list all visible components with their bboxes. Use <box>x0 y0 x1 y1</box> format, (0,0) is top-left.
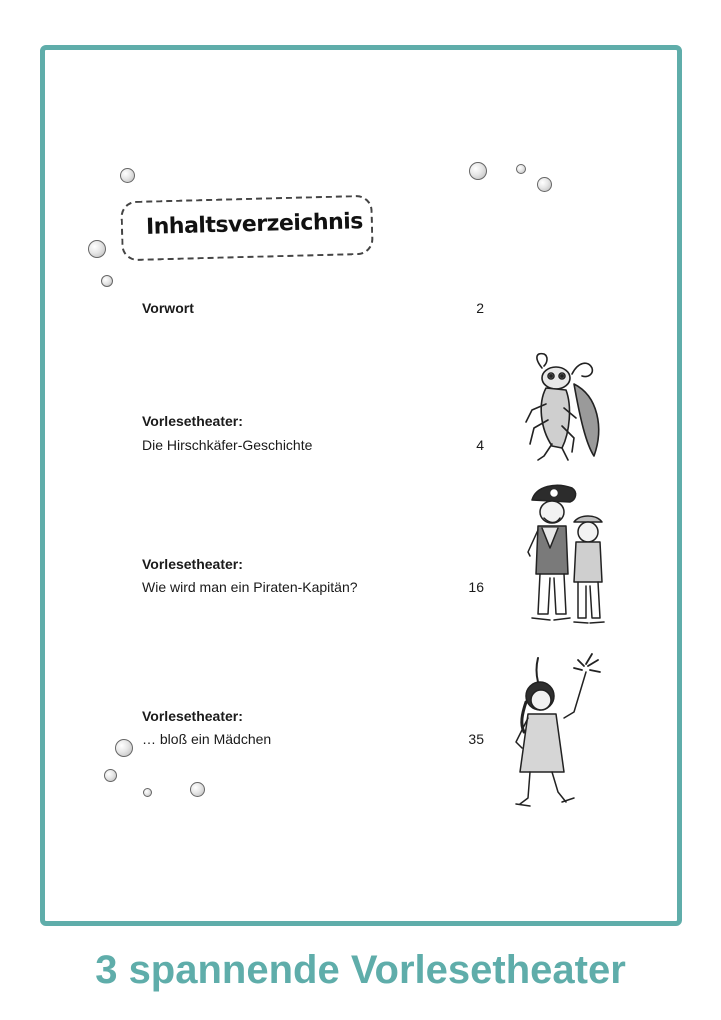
native-girl-illustration-icon <box>508 652 604 820</box>
toc-entry2-title[interactable]: Wie wird man ein Piraten-Kapitän? <box>142 579 358 595</box>
pirates-illustration-icon <box>522 478 610 630</box>
footer-caption: 3 spannende Vorlesetheater <box>95 948 626 992</box>
stag-beetle-illustration-icon <box>518 348 610 464</box>
toc-entry1-title[interactable]: Die Hirschkäfer-Geschichte <box>142 437 313 453</box>
bubble-icon <box>115 739 133 757</box>
toc-vorwort-page: 2 <box>476 300 484 316</box>
bubble-icon <box>469 162 487 180</box>
toc-entry3-page: 35 <box>468 731 484 747</box>
toc-entry1-page: 4 <box>476 437 484 453</box>
bubble-icon <box>104 769 117 782</box>
bubble-icon <box>190 782 205 797</box>
bubble-icon <box>101 275 113 287</box>
toc-vorwort-title[interactable]: Vorwort <box>142 300 194 316</box>
bubble-icon <box>120 168 135 183</box>
bubble-icon <box>143 788 152 797</box>
bubble-icon <box>537 177 552 192</box>
toc-entry3-category: Vorlesetheater: <box>142 708 243 724</box>
toc-entry3-title[interactable]: … bloß ein Mädchen <box>142 731 272 747</box>
toc-entry2-page: 16 <box>468 579 484 595</box>
toc-entry1-category: Vorlesetheater: <box>142 413 243 429</box>
toc-entry2-category: Vorlesetheater: <box>142 556 243 572</box>
bubble-icon <box>88 240 106 258</box>
page-title: Inhaltsverzeichnis <box>145 209 364 240</box>
bubble-icon <box>516 164 526 174</box>
